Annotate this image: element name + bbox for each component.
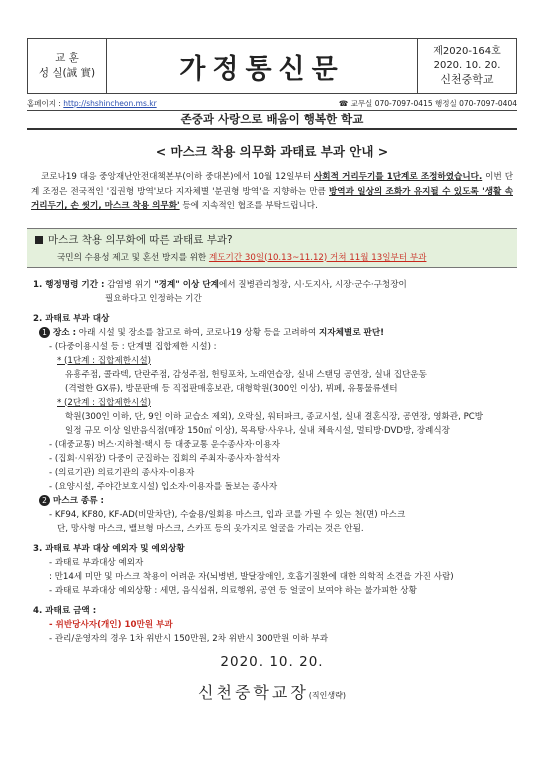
summary-sub-highlight: 계도기간 30일(10.13~11.12) 거쳐 11월 13일부터 부과 <box>208 252 427 263</box>
section-admin-order <box>27 278 517 306</box>
mask-types-a: - KF94, KF80, KF-AD(비말차단), 수술용/일회용 마스크, 입과 코를 가릴 수 있는 천(면) 마스크 <box>49 509 406 520</box>
motto-label: 교 훈 <box>55 52 79 64</box>
intro-paragraph <box>31 170 513 214</box>
intro-highlight-2: 방역과 일상의 조화가 유지될 수 있도록 '생활 속 거리두기, 손 씻기, 마스크 착용 의무화' <box>31 186 513 211</box>
stage2-heading: * (2단계 : 집합제한시설) <box>57 397 151 408</box>
sec1-text-bold: "경계" 이상 단계 <box>154 279 219 290</box>
section-fine-amount <box>27 604 517 646</box>
doc-date: 2020. 10. 20. <box>433 60 501 71</box>
sec2-place-bold: 지자체별로 판단! <box>319 327 385 338</box>
intro-text-2: 이번 단계 조정은 전국적인 '집권형 방역'보다 지자체별 '분권형 방역'을 지향하는 만큼 <box>31 172 514 197</box>
sec2-label: 2. 과태료 부과 대상 <box>33 313 110 324</box>
homepage-link[interactable]: http://shshincheon.ms.kr <box>63 99 157 108</box>
newsletter-title: 가정통신문 <box>179 53 345 85</box>
summary-box <box>27 228 517 268</box>
intro-highlight-1: 사회적 거리두기를 1단계로 조정하였습니다. <box>313 172 483 182</box>
circled-one-icon: 1 <box>39 327 50 338</box>
summary-sub-plain: 국민의 수용성 제고 및 혼선 방지를 위한 <box>57 252 209 263</box>
fine-individual: - 위반당사자(개인) 10만원 부과 <box>49 619 173 630</box>
stage2-list-b: 일정 규모 이상 일반음식점(매장 150㎡ 이상), 목욕탕·사우나, 실내 체육시설, 멀티방·DVD방, 장례식장 <box>65 425 450 436</box>
rally-item: - (집회·시위장) 다중이 군집하는 집회의 주최자·종사자·참석자 <box>49 453 280 464</box>
principal-name: 신천중학교장 <box>198 682 309 702</box>
newsletter-page <box>27 38 517 703</box>
medical-item: - (의료기관) 의료기관의 종사자·이용자 <box>49 467 195 478</box>
circled-two-icon: 2 <box>39 495 50 506</box>
sec4-label: 4. 과태료 금액 : <box>33 605 97 616</box>
section-exceptions <box>27 542 517 598</box>
sec1-text-b: 에서 질병관리청장, 시·도지사, 시장·군수·구청장이 <box>218 279 407 290</box>
stage1-list-b: (격렬한 GX류), 방문판매 등 직접판매홍보관, 대형학원(300인 이상), 뷔페, 유통물류센터 <box>65 383 398 394</box>
footer-date: 2020. 10. 20. <box>220 653 324 670</box>
stage1-list-a: 유흥주점, 콜라텍, 단란주점, 감성주점, 헌팅포차, 노래연습장, 실내 스탠딩 공연장, 실내 집단운동 <box>65 369 427 380</box>
stage1-heading: * (1단계 : 집합제한시설) <box>57 355 151 366</box>
summary-heading: 마스크 착용 의무화에 따른 과태료 부과? <box>48 233 233 246</box>
homepage-label: 홈페이지 : <box>27 99 61 108</box>
mask-types-b: 단, 망사형 마스크, 밸브형 마스크, 스카프 등의 옷가지로 얼굴을 가리는 것은 안됨. <box>57 523 364 534</box>
exempt-text: : 만14세 미만 및 마스크 착용이 어려운 자(뇌병변, 발달장애인, 호흡기질환에 대한 의학적 소견을 가진 사람) <box>49 571 454 582</box>
fine-manager: - 관리/운영자의 경우 1차 위반시 150만원, 2차 위반시 300만원 이하 부과 <box>49 633 329 644</box>
summary-subtext <box>35 251 509 263</box>
sec1-label: 1. 행정명령 기간 : <box>33 279 105 290</box>
sec2-mask-label: 마스크 종류 : <box>53 495 104 506</box>
principal-signature <box>27 680 517 703</box>
header <box>27 38 517 94</box>
sec1-text-a: 감염병 위기 <box>104 279 155 290</box>
multi-use-facilities: - (다중이용시설 등 : 단계별 집합제한 시설) : <box>49 341 217 352</box>
stage2-list-a: 학원(300인 이하, 단, 9인 이하 교습소 제외), 오락실, 워터파크, 종교시설, 실내 결혼식장, 공연장, 영화관, PC방 <box>65 411 484 422</box>
exempt-heading: - 과태료 부과대상 예외자 <box>49 557 144 568</box>
transit-item: - (대중교통) 버스·지하철·택시 등 대중교통 운수종사자·이용자 <box>49 439 280 450</box>
intro-text-3: 등에 지속적인 협조를 부탁드립니다. <box>179 201 318 211</box>
sec2-place-label: 장소 : <box>53 327 77 338</box>
square-bullet-icon <box>35 236 43 244</box>
homepage-line <box>27 97 517 111</box>
sec1-text-c: 필요하다고 인정하는 기간 <box>105 293 202 304</box>
school-slogan: 존중과 사랑으로 배움이 행복한 학교 <box>27 111 517 130</box>
motto-box <box>28 39 107 93</box>
section-targets <box>27 312 517 536</box>
contact-numbers: ☎ 교무실 070-7097-0415 행정실 070-7097-0404 <box>338 99 517 108</box>
sec2-place-text: 아래 시설 및 장소를 참고로 하여, 코로나19 상황 등을 고려하여 <box>76 327 320 338</box>
school-name: 신천중학교 <box>440 73 494 86</box>
doc-number: 제2020-164호 <box>433 46 501 57</box>
care-item: - (요양시설, 주야간보호시설) 입소자·이용자를 돌보는 종사자 <box>49 481 278 492</box>
exempt-situation: - 과태료 부과대상 예외상황 : 세면, 음식섭취, 의료행위, 공연 등 얼굴이 보여야 하는 불가피한 상황 <box>49 585 417 596</box>
seal-note: (직인생략) <box>308 690 346 700</box>
sec3-label: 3. 과태료 부과 대상 예외자 및 예외상황 <box>33 543 185 554</box>
notice-title: < 마스크 착용 의무화 과태료 부과 안내 > <box>155 144 389 159</box>
doc-info-box <box>417 39 516 93</box>
intro-text-1: 코로나19 대응 중앙재난안전대책본부(이하 중대본)에서 10월 12일부터 <box>41 172 314 182</box>
motto: 성 실(誠 實) <box>38 67 96 79</box>
